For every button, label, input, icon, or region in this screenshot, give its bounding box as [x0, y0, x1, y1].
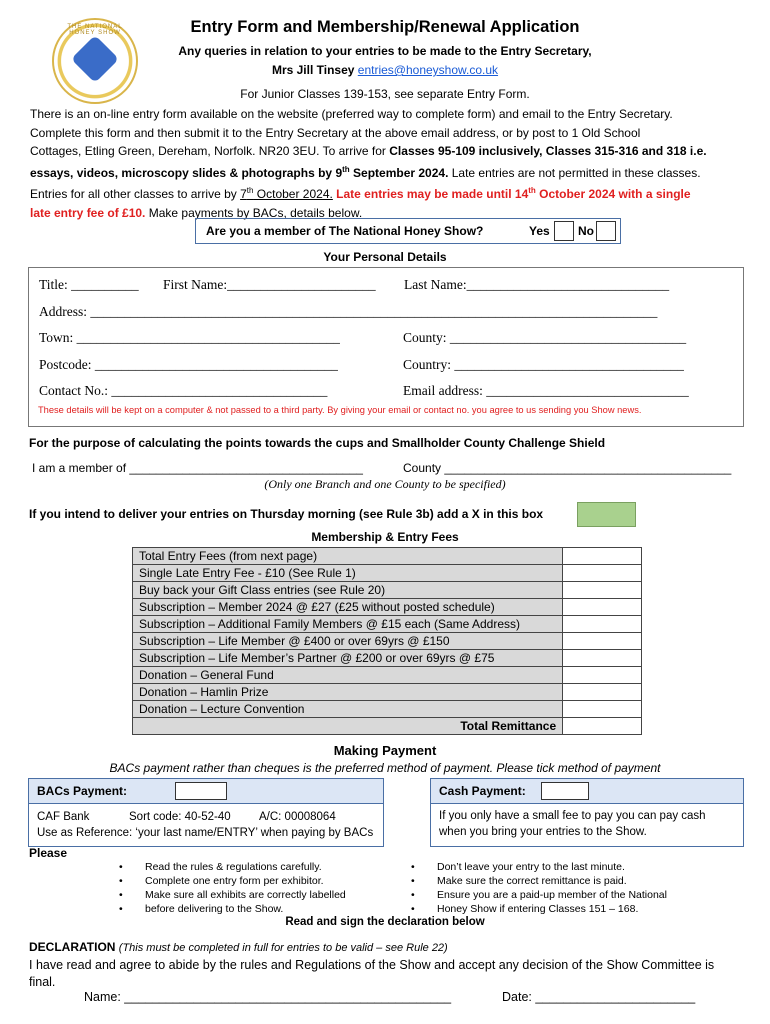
bacs-label: BACs Payment:: [37, 784, 128, 798]
fee-row-label: Subscription – Life Member’s Partner @ £200 or over 69yrs @ £75: [133, 650, 563, 667]
please-list-right: [411, 860, 711, 916]
total-remittance-label: Total Remittance: [133, 718, 563, 735]
making-payment-heading: Making Payment: [333, 743, 437, 758]
first-name-field[interactable]: First Name:______________________: [163, 277, 376, 292]
member-no-label: No: [578, 224, 594, 238]
read-sign-note: Read and sign the declaration below: [285, 916, 485, 928]
fee-row: [133, 599, 642, 616]
bacs-bank: CAF Bank: [37, 811, 90, 823]
fee-row: [133, 701, 642, 718]
fee-row-amount[interactable]: [563, 565, 642, 582]
fee-row-amount[interactable]: [563, 582, 642, 599]
fee-row-label: Single Late Entry Fee - £10 (See Rule 1): [133, 565, 563, 582]
contact-number-field[interactable]: Contact No.: ________________________________: [39, 383, 328, 398]
intro-line-4: essays, videos, microscopy slides & photographs by 9th September 2024. Late entries are not permitted in these classes.: [30, 164, 701, 180]
intro-line-1: There is an on-line entry form available on the website (preferred way to complete form) and email to the Entry Secretary.: [30, 107, 673, 121]
fee-row-label: Donation – Hamlin Prize: [133, 684, 563, 701]
fee-row: [133, 684, 642, 701]
please-label: Please: [29, 846, 68, 860]
bacs-details-box: [28, 803, 384, 847]
fee-row-label: Buy back your Gift Class entries (see Rule 20): [133, 582, 563, 599]
declaration-label: DECLARATION: [29, 940, 116, 954]
fee-row: [133, 650, 642, 667]
personal-details-heading: Your Personal Details: [323, 250, 447, 264]
fee-row-amount[interactable]: [563, 599, 642, 616]
fee-row-label: Subscription – Member 2024 @ £27 (£25 without posted schedule): [133, 599, 563, 616]
please-left-item: • Read the rules & regulations carefully.: [119, 860, 379, 874]
secretary-email-link[interactable]: entries@honeyshow.co.uk: [357, 63, 499, 77]
fee-row: [133, 616, 642, 633]
fee-row-amount[interactable]: [563, 548, 642, 565]
fee-row-amount[interactable]: [563, 616, 642, 633]
points-heading: For the purpose of calculating the points towards the cups and Smallholder County Challenge Shield: [29, 436, 606, 450]
fee-row: [133, 633, 642, 650]
intro-line-5: Entries for all other classes to arrive by 7th October 2024. Late entries may be made until 14th October 2024 with a single: [30, 186, 691, 202]
intro-line-3: Cottages, Etling Green, Dereham, Norfolk. NR20 3EU. To arrive for Classes 95-109 inclusively, Classes 315-316 and 318 i.e.: [30, 144, 707, 159]
declaration-date-field[interactable]: Date: _______________________: [502, 990, 696, 1004]
please-right-item: • Make sure the correct remittance is paid.: [411, 874, 711, 888]
please-right-item: • Ensure you are a paid-up member of the National: [411, 888, 711, 902]
cash-tick-box[interactable]: [541, 782, 589, 800]
town-field[interactable]: Town: _______________________________________: [39, 330, 340, 345]
form-title: Entry Form and Membership/Renewal Application: [190, 18, 580, 36]
branch-member-field[interactable]: I am a member of ___________________________________: [32, 461, 363, 475]
fee-row-amount[interactable]: [563, 667, 642, 684]
logo-text: THE NATIONAL HONEY SHOW: [67, 24, 123, 36]
cash-text-1: If you only have a small fee to pay you can pay cash: [439, 810, 706, 822]
bacs-account-number: A/C: 00008064: [259, 811, 336, 823]
please-right-item: • Honey Show if entering Classes 151 – 168.: [411, 902, 711, 916]
junior-classes-note: For Junior Classes 139-153, see separate Entry Form.: [240, 87, 530, 101]
thursday-delivery-label: If you intend to deliver your entries on Thursday morning (see Rule 3b) add a X in this box: [29, 507, 544, 521]
intro-line-6: late entry fee of £10. Make payments by BACs, details below.: [30, 205, 363, 220]
cash-text-2: when you bring your entries to the Show.: [439, 826, 647, 838]
thursday-delivery-box[interactable]: [577, 502, 636, 527]
fee-row-amount[interactable]: [563, 633, 642, 650]
fee-row-label: Donation – Lecture Convention: [133, 701, 563, 718]
declaration-note: (This must be completed in full for entries to be valid – see Rule 22): [118, 942, 448, 954]
member-question-box: [195, 218, 621, 244]
fee-row: [133, 667, 642, 684]
fee-row: [133, 548, 642, 565]
bacs-sort-code: Sort code: 40-52-40: [129, 811, 231, 823]
intro-line-2: Complete this form and then submit it to the Entry Secretary at the above email address, or by post to 1 Old School: [30, 125, 641, 140]
member-no-checkbox[interactable]: [596, 221, 616, 241]
county-field[interactable]: County: ___________________________________: [403, 330, 687, 345]
please-left-item: • Make sure all exhibits are correctly labelled: [119, 888, 379, 902]
country-field[interactable]: Country: __________________________________: [403, 357, 684, 372]
personal-details-box: [28, 267, 744, 427]
title-field[interactable]: Title: __________: [39, 277, 139, 292]
bacs-header: [28, 778, 384, 804]
fee-row: [133, 565, 642, 582]
please-left-item: • Complete one entry form per exhibitor.: [119, 874, 379, 888]
privacy-note: These details will be kept on a computer & not passed to a third party. By giving your email or contact no. you agree to us sending you Show news.: [38, 405, 642, 415]
please-right-item: • Don’t leave your entry to the last minute.: [411, 860, 711, 874]
total-remittance-row: [133, 718, 642, 735]
last-name-field[interactable]: Last Name:______________________________: [404, 277, 670, 292]
fees-table: [132, 547, 642, 735]
intro-paragraph: [30, 105, 750, 223]
email-field[interactable]: Email address: ______________________________: [403, 383, 689, 398]
fee-row-amount[interactable]: [563, 650, 642, 667]
member-yes-checkbox[interactable]: [554, 221, 574, 241]
member-question-label: Are you a member of The National Honey Show?: [206, 224, 484, 238]
cash-label: Cash Payment:: [439, 784, 526, 798]
secretary-line: [0, 63, 770, 77]
member-yes-label: Yes: [529, 224, 550, 238]
branch-county-field[interactable]: County ___________________________________________: [403, 461, 732, 475]
fee-row-label: Donation – General Fund: [133, 667, 563, 684]
fee-row: [133, 582, 642, 599]
branch-county-note: (Only one Branch and one County to be specified): [264, 477, 506, 491]
cash-header: [430, 778, 744, 804]
declaration-text: I have read and agree to abide by the rules and Regulations of the Show and accept any decision of the Show Committee is final.: [29, 958, 715, 989]
fee-row-amount[interactable]: [563, 701, 642, 718]
please-list-left: [119, 860, 379, 916]
payment-subheading: BACs payment rather than cheques is the preferred method of payment. Please tick method of payment: [109, 761, 661, 775]
secretary-name: Mrs Jill Tinsey: [271, 63, 355, 77]
fee-row-label: Subscription – Additional Family Members @ £15 each (Same Address): [133, 616, 563, 633]
cash-details-box: [430, 803, 744, 847]
bacs-tick-box[interactable]: [175, 782, 227, 800]
bacs-reference: Use as Reference: ‘your last name/ENTRY’ when paying by BACs: [37, 827, 374, 839]
fee-row-label: Total Entry Fees (from next page): [133, 548, 563, 565]
declaration-heading: [29, 940, 448, 954]
queries-line: Any queries in relation to your entries to be made to the Entry Secretary,: [178, 44, 592, 58]
fee-row-amount[interactable]: [563, 684, 642, 701]
fee-row-label: Subscription – Life Member @ £400 or over 69yrs @ £150: [133, 633, 563, 650]
address-field[interactable]: Address: ____________________________________________________________________________________: [39, 304, 658, 319]
fees-heading: Membership & Entry Fees: [311, 530, 459, 544]
postcode-field[interactable]: Postcode: ____________________________________: [39, 357, 338, 372]
please-left-item: • before delivering to the Show.: [119, 902, 379, 916]
declaration-name-field[interactable]: Name: _______________________________________________: [84, 990, 452, 1004]
total-remittance-amount[interactable]: [563, 718, 642, 735]
